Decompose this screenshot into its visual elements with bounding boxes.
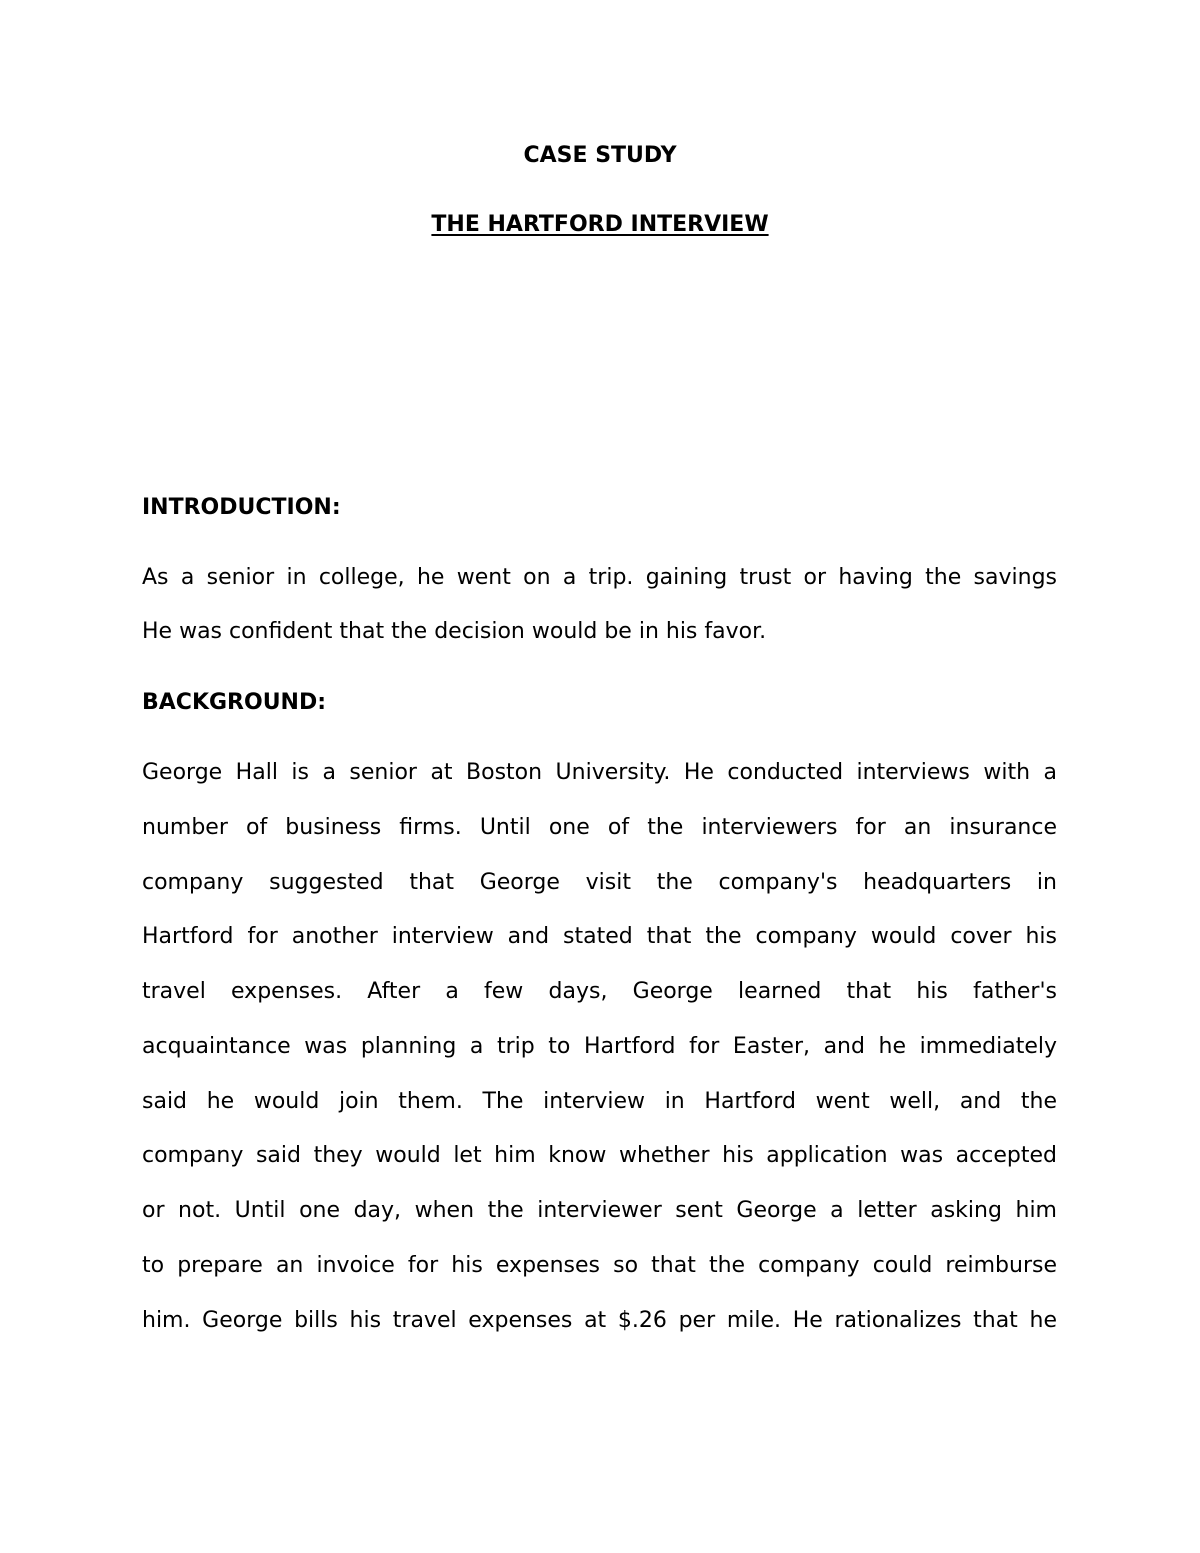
introduction-line: He was confident that the decision would be in his favor. [142,619,767,644]
background-heading: BACKGROUND: [142,690,327,715]
background-line: travel expenses. After a few days, George learned that his father's [142,979,1057,1004]
background-line: or not. Until one day, when the interviewer sent George a letter asking him [142,1198,1057,1223]
background-line: said he would join them. The interview in Hartford went well, and the [142,1089,1057,1114]
background-line: Hartford for another interview and stated that the company would cover his [142,924,1057,949]
background-line: company suggested that George visit the company's headquarters in [142,870,1057,895]
document-label: CASE STUDY [523,143,677,168]
background-line: him. George bills his travel expenses at $.26 per mile. He rationalizes that he [142,1308,1057,1333]
background-line: company said they would let him know whether his application was accepted [142,1143,1057,1168]
background-line: to prepare an invoice for his expenses so that the company could reimburse [142,1253,1057,1278]
background-line: number of business firms. Until one of the interviewers for an insurance [142,815,1057,840]
introduction-line: As a senior in college, he went on a trip. gaining trust or having the savings [142,565,1057,590]
introduction-heading: INTRODUCTION: [142,495,341,520]
background-line: George Hall is a senior at Boston University. He conducted interviews with a [142,760,1057,785]
document-title: THE HARTFORD INTERVIEW [431,212,769,237]
background-line: acquaintance was planning a trip to Hartford for Easter, and he immediately [142,1034,1057,1059]
